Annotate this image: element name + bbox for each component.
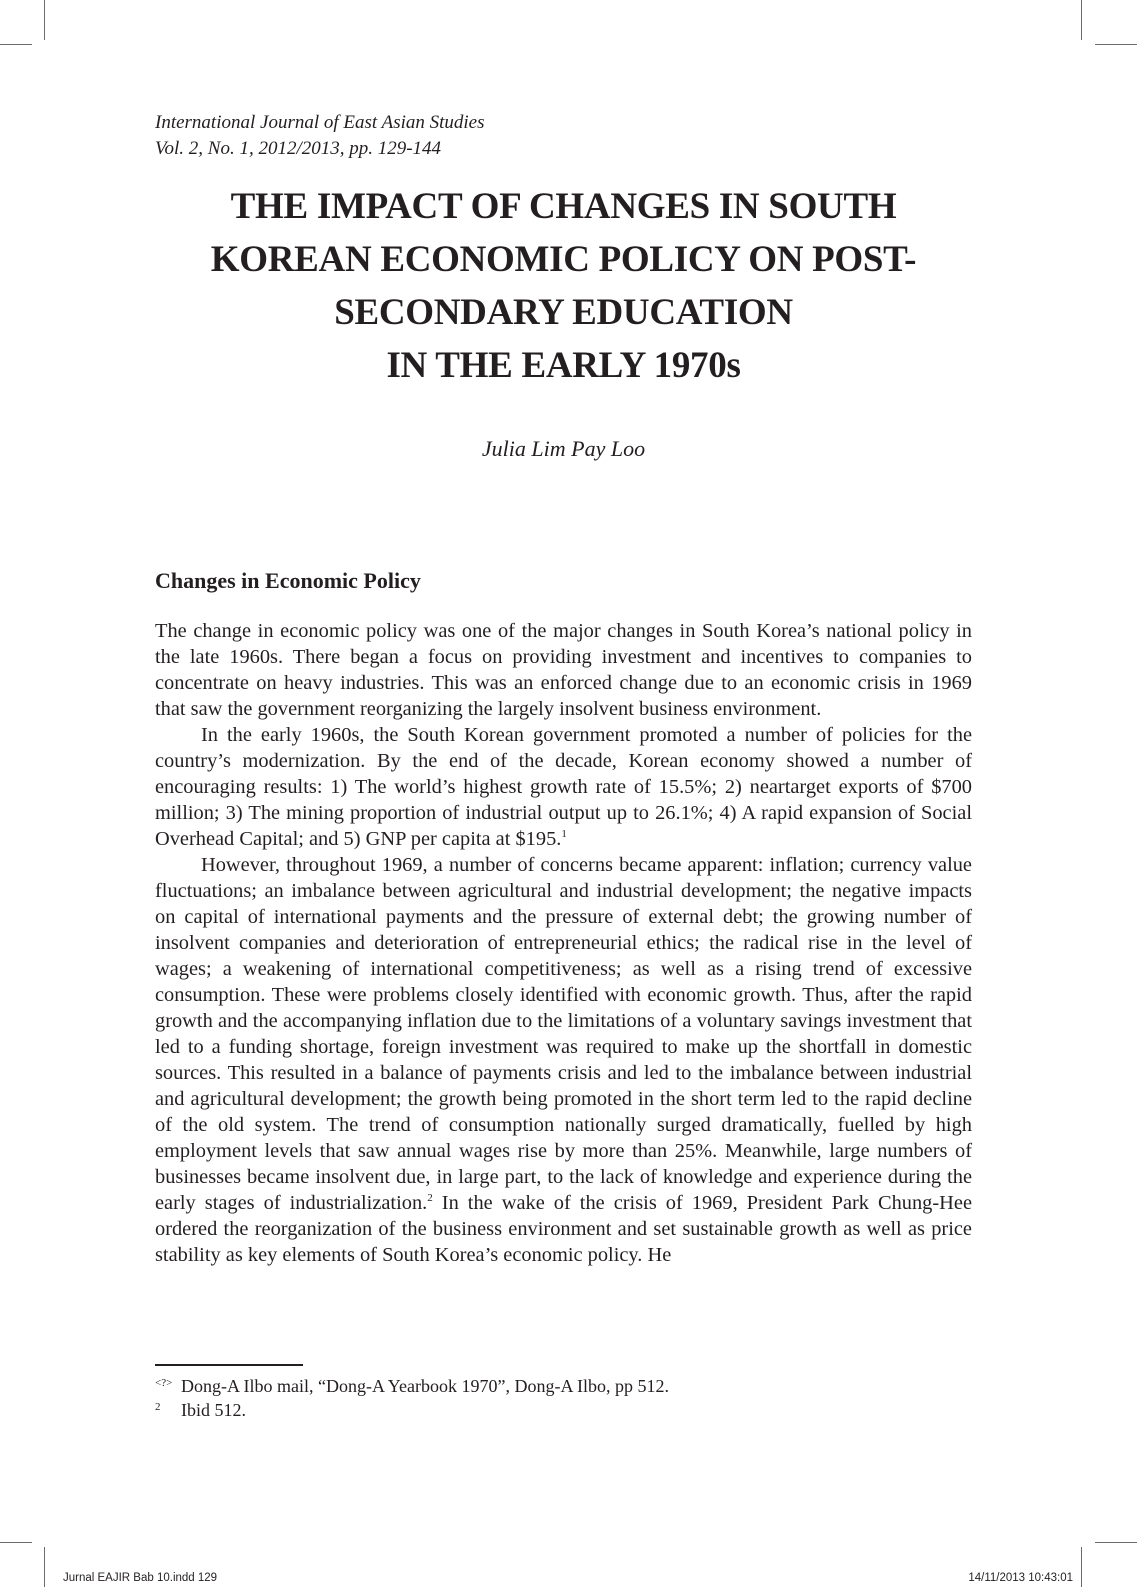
footnote [155, 1398, 972, 1422]
title-line: IN THE EARLY 1970s [386, 345, 741, 386]
paragraph [155, 722, 972, 852]
article-title [155, 180, 972, 392]
title-line: KOREAN ECONOMIC POLICY ON POST- [210, 239, 917, 280]
footnotes [155, 1374, 972, 1422]
title-line: SECONDARY EDUCATION [334, 292, 793, 333]
footnote [155, 1374, 972, 1398]
footnote-text: Dong-A Ilbo mail, “Dong-A Yearbook 1970”, Dong-A Ilbo, pp 512. [181, 1376, 669, 1396]
crop-mark-bottom-left-vertical [44, 1547, 45, 1587]
body-text [155, 618, 972, 1268]
print-slug-file: Jurnal EAJIR Bab 10.indd 129 [63, 1572, 218, 1584]
footnote-mark: 2 [155, 1401, 161, 1413]
title-line: THE IMPACT OF CHANGES IN SOUTH [230, 186, 897, 227]
footnote-text: Ibid 512. [181, 1400, 246, 1420]
print-slug-timestamp: 14/11/2013 10:43:01 [968, 1572, 1073, 1584]
paragraph-text: The change in economic policy was one of the major changes in South Korea’s national policy in the late 1960s. There began a focus on providing investment and incentives to companies to concentrate on heavy industries. This was an enforced change due to an economic crisis in 1969 that saw the government reorganizing the largely insolvent business environment. [155, 620, 972, 720]
crop-mark-top-left-horizontal [0, 44, 32, 45]
journal-citation: Vol. 2, No. 1, 2012/2013, pp. 129-144 [155, 138, 442, 159]
crop-mark-top-right-horizontal [1095, 44, 1137, 45]
journal-header [155, 110, 485, 162]
paragraph-text: However, throughout 1969, a number of concerns became apparent: inflation; currency value fluctuations; an imbalance between agricultural and industrial development; the negative impacts on capital of international payments and the pressure of external debt; the growing number of insolvent companies and deterioration of entrepreneurial ethics; the radical rise in the level of wages; a weakening of international competitiveness; as well as a rising trend of excessive consumption. These were problems closely identified with economic growth. Thus, after the rapid growth and the accompanying inflation due to the limitations of a voluntary savings investment that led to a funding shortage, foreign investment was required to make up the shortfall in domestic sources. This resulted in a balance of payments crisis and led to the imbalance between industrial and agricultural development; the growth being promoted in the short term led to the rapid decline of the old system. The trend of consumption nationally surged dramatically, fuelled by high employment levels that saw annual wages rise by more than 25%. Meanwhile, large numbers of businesses became insolvent due, in large part, to the lack of knowledge and experience during the early stages of industrialization. [155, 854, 972, 1214]
footnote-reference[interactable]: 2 [427, 1192, 433, 1205]
paragraph [155, 852, 972, 1268]
footnote-divider [155, 1364, 303, 1366]
journal-name: International Journal of East Asian Studies [155, 112, 485, 133]
article-author: Julia Lim Pay Loo [481, 436, 646, 461]
crop-mark-bottom-right-horizontal [1095, 1542, 1137, 1543]
paragraph-text: In the early 1960s, the South Korean government promoted a number of policies for the country’s modernization. By the end of the decade, Korean economy showed a number of encouraging results: 1) The world’s highest growth rate of 15.5%; 2) neartarget exports of $700 million; 3) The mining proportion of industrial output up to 26.1%; 4) A rapid expansion of Social Overhead Capital; and 5) GNP per capita at $195. [155, 724, 972, 850]
paragraph [155, 618, 972, 722]
crop-mark-top-right-vertical [1081, 0, 1082, 40]
crop-mark-bottom-right-vertical [1081, 1547, 1082, 1587]
paragraph-text: In the wake of the crisis of 1969, President Park Chung-Hee ordered the reorganization of the business environment and set sustainable growth as well as price stability as key elements of South Korea’s economic policy. He [155, 1192, 972, 1266]
crop-mark-top-left-vertical [44, 0, 45, 40]
footnote-mark: <?> [155, 1377, 173, 1389]
footnote-reference[interactable]: 1 [561, 828, 567, 841]
crop-mark-bottom-left-horizontal [0, 1542, 32, 1543]
section-heading: Changes in Economic Policy [155, 568, 421, 593]
